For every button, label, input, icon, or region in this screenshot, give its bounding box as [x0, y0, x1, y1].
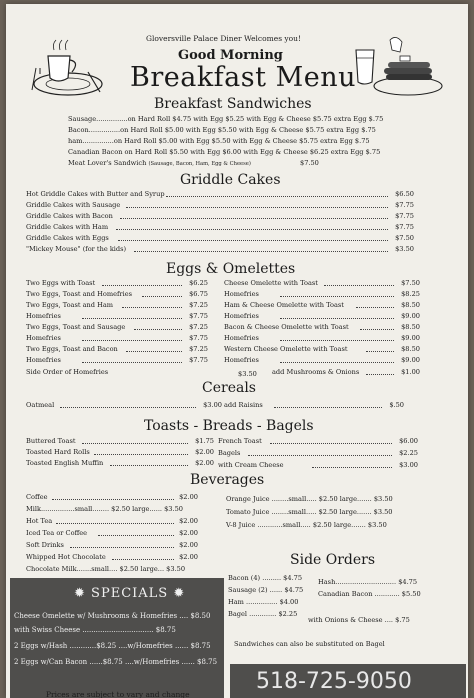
footer-note: Prices are subject to vary and change	[46, 690, 190, 698]
item-price: $7.25	[189, 323, 208, 331]
list-item	[26, 541, 198, 551]
item-price: $8.50	[401, 345, 420, 353]
special-line: Cheese Omelette w/ Mushrooms & Homefries .... $8.50	[14, 612, 211, 620]
list-item	[26, 437, 214, 447]
juice-orange: Orange Juice ........small..... $2.50 large....... $3.50	[226, 495, 393, 503]
section-heading-toasts: Toasts - Breads - Bagels	[144, 418, 314, 434]
list-item	[26, 493, 198, 503]
list-item	[26, 565, 198, 575]
menu-sheet	[6, 4, 468, 698]
list-item	[26, 279, 208, 289]
item-name: Hot Tea	[26, 517, 53, 525]
item-name: Homefries	[224, 290, 259, 298]
list-item	[26, 201, 414, 211]
item-price: $3.00	[399, 461, 418, 469]
item-name: "Mickey Mouse" (for the kids)	[26, 245, 127, 253]
item-name: Griddle Cakes with Bacon	[26, 212, 113, 220]
item-price: $7.75	[395, 212, 414, 220]
item-name: Cheese Omelette with Toast	[224, 279, 318, 287]
side-item: Bagel ............. $2.25	[228, 610, 298, 618]
specials-heading	[74, 586, 185, 601]
coffee-plate-icon	[28, 38, 106, 98]
list-item	[224, 401, 404, 411]
star-icon: ✹	[74, 586, 86, 601]
section-heading-sandwiches: Breakfast Sandwiches	[154, 96, 312, 112]
item-price: $3.50	[395, 245, 414, 253]
list-item	[224, 334, 420, 344]
special-line: 2 Eggs w/Hash ............$8.25 ....w/Homefries ...... $8.75	[14, 642, 211, 650]
item-name: Toasted Hard Rolls	[26, 448, 90, 456]
item-price: $7.75	[189, 356, 208, 364]
item-name: Griddle Cakes with Eggs	[26, 234, 109, 242]
item-name: Soft Drinks	[26, 541, 64, 549]
list-item	[26, 312, 208, 322]
item-name: Bagels	[218, 449, 241, 457]
list-item	[224, 279, 420, 289]
item-name: Buttered Toast	[26, 437, 76, 445]
item-price: $6.75	[189, 290, 208, 298]
special-line: with Swiss Cheese ................................ $8.75	[14, 626, 176, 634]
item-name: Whipped Hot Chocolate	[26, 553, 106, 561]
eggs-right-list	[224, 279, 420, 383]
item-price: $7.75	[189, 334, 208, 342]
list-item	[26, 323, 208, 333]
item-name: Two Eggs with Toast	[26, 279, 96, 287]
toasts-left-list	[26, 437, 214, 471]
item-name: Homefries	[26, 334, 61, 342]
item-price: $7.50	[395, 234, 414, 242]
item-price: $7.75	[189, 312, 208, 320]
side-homefries-price: $3.50	[238, 370, 257, 378]
item-price: $2.00	[179, 529, 198, 537]
item-name: Iced Tea or Coffee	[26, 529, 88, 537]
item-price: $8.50	[401, 323, 420, 331]
item-price: $7.50	[401, 279, 420, 287]
list-item	[26, 223, 414, 233]
side-orders-note: Sandwiches can also be substituted on Bagel	[234, 640, 385, 648]
item-name: Two Eggs, Toast and Homefries	[26, 290, 132, 298]
item-name: French Toast	[218, 437, 262, 445]
section-heading-cereals: Cereals	[202, 380, 256, 396]
section-heading-side-orders: Side Orders	[290, 552, 376, 568]
phone-box	[230, 664, 466, 698]
item-price: $1.00	[401, 368, 420, 376]
item-price: $9.00	[401, 334, 420, 342]
item-price: $1.75	[195, 437, 214, 445]
item-price: $3.00	[203, 401, 222, 409]
item-name: Two Eggs, Toast and Bacon	[26, 345, 118, 353]
item-name: Oatmeal	[26, 401, 55, 409]
page-title: Breakfast Menu	[130, 62, 356, 93]
list-item	[224, 368, 420, 378]
item-price: $7.50	[300, 159, 319, 167]
side-homefries-label: Side Order of Homefries	[26, 368, 109, 376]
list-item	[224, 345, 420, 355]
item-name: add Raisins	[224, 401, 263, 409]
item-name: Two Eggs, Toast and Sausage	[26, 323, 126, 331]
side-item: Sausage (2) ...... $4.75	[228, 586, 304, 594]
item-name: add Mushrooms & Onions	[272, 368, 360, 376]
item-name: Coffee	[26, 493, 48, 501]
griddle-list	[26, 190, 414, 254]
greeting: Good Morning	[178, 48, 283, 63]
item-name: Bacon & Cheese Omelette with Toast	[224, 323, 349, 331]
item-price: $6.00	[399, 437, 418, 445]
item-name: Ham & Cheese Omelette with Toast	[224, 301, 344, 309]
item-name: Homefries	[224, 334, 259, 342]
item-name: Homefries	[26, 312, 61, 320]
list-item	[224, 290, 420, 300]
list-item	[218, 461, 418, 471]
item-name: Griddle Cakes with Sausage	[26, 201, 121, 209]
side-item: Ham ............... $4.00	[228, 598, 299, 606]
list-item	[26, 212, 414, 222]
item-name: Western Cheese Omelette with Toast	[224, 345, 348, 353]
list-item	[224, 301, 420, 311]
item-name: with Cream Cheese	[218, 461, 284, 469]
item-price: $2.00	[179, 541, 198, 549]
item-price: $2.00	[179, 517, 198, 525]
item-price: $2.00	[179, 493, 198, 501]
juice-v8: V-8 Juice ............small..... $2.50 large....... $3.50	[226, 521, 387, 529]
item-name: Two Eggs, Toast and Ham	[26, 301, 114, 309]
list-item	[218, 449, 418, 459]
item-price: $9.00	[401, 356, 420, 364]
item-price: $6.50	[395, 190, 414, 198]
item-price: $7.75	[395, 223, 414, 231]
menu-item-meat-lovers	[68, 159, 251, 167]
cereal-raisins	[224, 401, 404, 411]
menu-item: Bacon...............on Hard Roll $5.00 with Egg $5.50 with Egg & Cheese $5.75 extra Egg $.75	[68, 126, 376, 134]
item-name: Homefries	[26, 356, 61, 364]
pancakes-icon	[346, 36, 446, 98]
item-name: Milk................small........ $2.50 large...... $3.50	[26, 505, 183, 513]
cereal-oatmeal	[26, 401, 222, 411]
side-item: Hash............................. $4.75	[318, 578, 418, 586]
item-name: Griddle Cakes with Ham	[26, 223, 109, 231]
list-item	[26, 459, 214, 469]
specials-title: SPECIALS	[91, 586, 169, 601]
section-heading-beverages: Beverages	[190, 472, 265, 488]
item-price: $2.00	[195, 448, 214, 456]
list-item	[26, 290, 208, 300]
side-item: Bacon (4) ......... $4.75	[228, 574, 303, 582]
list-item	[26, 245, 414, 255]
item-name: Meat Lover's Sandwich	[68, 159, 147, 167]
list-item	[26, 334, 208, 344]
item-price: $2.00	[179, 553, 198, 561]
list-item	[218, 437, 418, 447]
item-name: Homefries	[224, 356, 259, 364]
item-price: $7.25	[189, 345, 208, 353]
list-item	[26, 190, 414, 200]
list-item	[26, 529, 198, 539]
item-price: $2.25	[399, 449, 418, 457]
menu-item: ham...............on Hard Roll $5.00 with Egg $5.50 with Egg & Cheese $5.75 extra Egg $.75	[68, 137, 370, 145]
phone-number: 518-725-9050	[256, 669, 412, 694]
item-name: Hot Griddle Cakes with Butter and Syrup	[26, 190, 165, 198]
list-item	[26, 517, 198, 527]
specials-box	[10, 578, 224, 698]
list-item	[26, 505, 198, 515]
side-item: Canadian Bacon ............ $5.50	[318, 590, 421, 598]
item-name: Homefries	[224, 312, 259, 320]
list-item	[26, 234, 414, 244]
beverages-left-list	[26, 493, 198, 573]
section-heading-eggs: Eggs & Omelettes	[166, 261, 296, 277]
item-note: (Sausage, Bacon, Ham, Egg & Cheese)	[148, 161, 251, 167]
item-price: $7.75	[395, 201, 414, 209]
item-price: $7.25	[189, 301, 208, 309]
item-price: $6.25	[189, 279, 208, 287]
list-item	[224, 323, 420, 333]
list-item	[26, 356, 208, 366]
item-name: Toasted English Muffin	[26, 459, 104, 467]
side-item: with Onions & Cheese .... $.75	[308, 616, 410, 624]
special-line: 2 Eggs w/Can Bacon ......$8.75 ....w/Homefries ...... $8.75	[14, 658, 218, 666]
star-icon: ✹	[173, 586, 186, 601]
welcome-line: Gloversville Palace Diner Welcomes you!	[146, 34, 302, 43]
section-heading-griddle: Griddle Cakes	[180, 172, 281, 188]
toasts-right-list	[218, 437, 418, 471]
item-price: $9.00	[401, 312, 420, 320]
item-price: $8.25	[401, 290, 420, 298]
list-item	[26, 301, 208, 311]
list-item	[26, 448, 214, 458]
item-name: Chocolate Milk.......small.... $2.50 large... $3.50	[26, 565, 186, 573]
list-item	[26, 401, 222, 411]
menu-item: Sausage...............on Hard Roll $4.75 with Egg $5.25 with Egg & Cheese $5.75 extra Egg $.75	[68, 115, 384, 123]
juice-tomato: Tomato Juice ........small..... $2.50 large....... $3.50	[226, 508, 393, 516]
item-price: $2.00	[195, 459, 214, 467]
list-item	[26, 553, 198, 563]
eggs-left-list	[26, 279, 208, 379]
list-item	[26, 345, 208, 355]
menu-item: Canadian Bacon on Hard Roll $5.50 with Egg $6.00 with Egg & Cheese $6.25 extra Egg $.75	[68, 148, 381, 156]
list-item	[224, 312, 420, 322]
list-item	[224, 356, 420, 366]
item-price: $8.50	[401, 301, 420, 309]
item-price: $.50	[389, 401, 404, 409]
